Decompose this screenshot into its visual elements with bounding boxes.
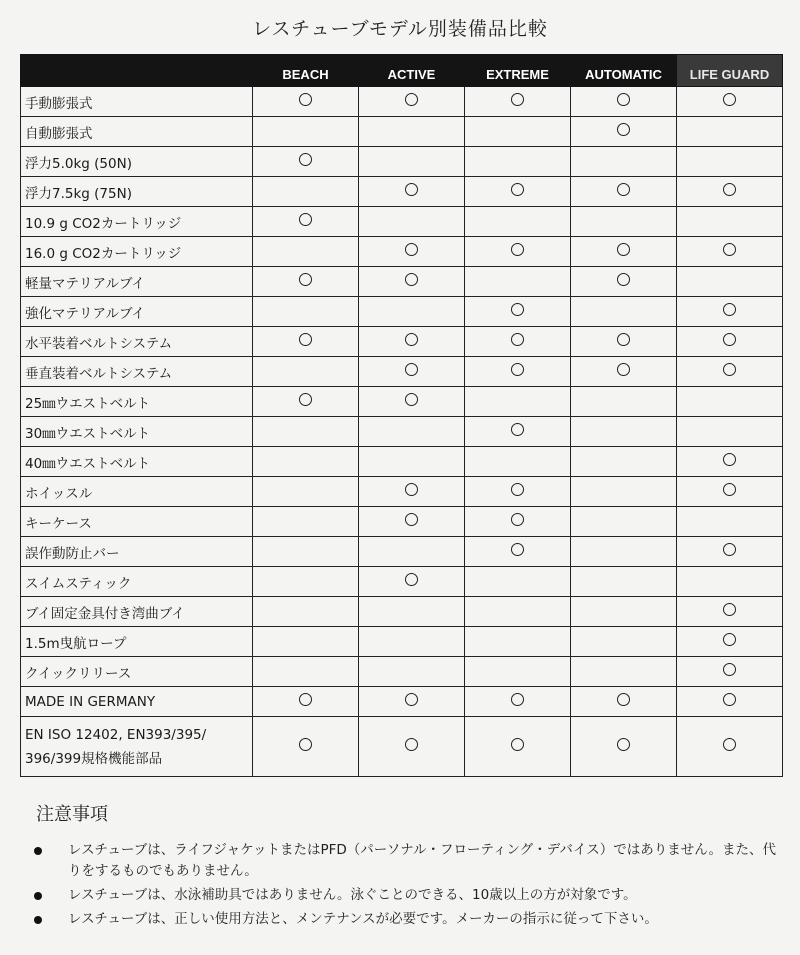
- note-item: [26, 909, 786, 930]
- cell-extreme: [465, 717, 571, 777]
- cell-extreme: [465, 177, 571, 207]
- cell-beach: [253, 627, 359, 657]
- cell-active: [359, 627, 465, 657]
- cell-active: [359, 417, 465, 447]
- cell-beach: [253, 177, 359, 207]
- table-row: [21, 537, 783, 567]
- cell-beach: [253, 717, 359, 777]
- circle-mark-icon: [405, 738, 418, 751]
- table-row: [21, 477, 783, 507]
- cell-beach: [253, 507, 359, 537]
- cell-automatic: [571, 627, 677, 657]
- cell-extreme: [465, 117, 571, 147]
- circle-mark-icon: [617, 243, 630, 256]
- cell-automatic: [571, 207, 677, 237]
- circle-mark-icon: [511, 183, 524, 196]
- table-row: [21, 447, 783, 477]
- circle-mark-icon: [723, 738, 736, 751]
- row-label: 誤作動防止バー: [21, 537, 253, 567]
- cell-beach: [253, 537, 359, 567]
- circle-mark-icon: [617, 273, 630, 286]
- cell-extreme: [465, 537, 571, 567]
- cell-active: [359, 357, 465, 387]
- circle-mark-icon: [299, 693, 312, 706]
- cell-life-guard: [677, 237, 783, 267]
- cell-active: [359, 537, 465, 567]
- cell-life-guard: [677, 267, 783, 297]
- circle-mark-icon: [723, 333, 736, 346]
- cell-beach: [253, 657, 359, 687]
- row-label: 水平装着ベルトシステム: [21, 327, 253, 357]
- cell-active: [359, 507, 465, 537]
- cell-beach: [253, 567, 359, 597]
- cell-beach: [253, 417, 359, 447]
- circle-mark-icon: [511, 423, 524, 436]
- circle-mark-icon: [405, 183, 418, 196]
- cell-active: [359, 657, 465, 687]
- circle-mark-icon: [405, 93, 418, 106]
- row-label: 10.9 g CO2カートリッジ: [21, 207, 253, 237]
- cell-extreme: [465, 207, 571, 237]
- cell-automatic: [571, 177, 677, 207]
- note-item: [26, 840, 786, 882]
- circle-mark-icon: [723, 303, 736, 316]
- row-label: ホイッスル: [21, 477, 253, 507]
- cell-automatic: [571, 357, 677, 387]
- circle-mark-icon: [723, 483, 736, 496]
- table-row: [21, 357, 783, 387]
- header-life-guard: LIFE GUARD: [677, 55, 783, 87]
- table-row: [21, 87, 783, 117]
- row-label: 垂直装着ベルトシステム: [21, 357, 253, 387]
- circle-mark-icon: [405, 333, 418, 346]
- circle-mark-icon: [405, 393, 418, 406]
- circle-mark-icon: [405, 573, 418, 586]
- cell-active: [359, 477, 465, 507]
- circle-mark-icon: [511, 483, 524, 496]
- row-label: 浮力7.5kg (75N): [21, 177, 253, 207]
- cell-beach: [253, 207, 359, 237]
- cell-extreme: [465, 597, 571, 627]
- cell-beach: [253, 117, 359, 147]
- row-label: スイムスティック: [21, 567, 253, 597]
- table-row: [21, 207, 783, 237]
- circle-mark-icon: [723, 603, 736, 616]
- circle-mark-icon: [617, 123, 630, 136]
- table-row: [21, 147, 783, 177]
- header-extreme: EXTREME: [465, 55, 571, 87]
- circle-mark-icon: [723, 363, 736, 376]
- cell-active: [359, 687, 465, 717]
- row-label: クイックリリース: [21, 657, 253, 687]
- row-label: 軽量マテリアルブイ: [21, 267, 253, 297]
- cell-active: [359, 147, 465, 177]
- header-active: ACTIVE: [359, 55, 465, 87]
- circle-mark-icon: [723, 663, 736, 676]
- circle-mark-icon: [723, 543, 736, 556]
- row-label: キーケース: [21, 507, 253, 537]
- cell-extreme: [465, 477, 571, 507]
- cell-active: [359, 237, 465, 267]
- circle-mark-icon: [405, 273, 418, 286]
- circle-mark-icon: [299, 213, 312, 226]
- cell-extreme: [465, 87, 571, 117]
- cell-extreme: [465, 567, 571, 597]
- cell-beach: [253, 687, 359, 717]
- comparison-table: [20, 54, 783, 777]
- cell-extreme: [465, 357, 571, 387]
- table-row: [21, 237, 783, 267]
- cell-automatic: [571, 387, 677, 417]
- circle-mark-icon: [617, 93, 630, 106]
- circle-mark-icon: [511, 543, 524, 556]
- circle-mark-icon: [617, 183, 630, 196]
- cell-automatic: [571, 447, 677, 477]
- cell-life-guard: [677, 327, 783, 357]
- cell-automatic: [571, 597, 677, 627]
- circle-mark-icon: [405, 693, 418, 706]
- circle-mark-icon: [511, 333, 524, 346]
- cell-automatic: [571, 477, 677, 507]
- cell-beach: [253, 237, 359, 267]
- cell-automatic: [571, 117, 677, 147]
- cell-life-guard: [677, 537, 783, 567]
- row-label: 自動膨張式: [21, 117, 253, 147]
- cell-life-guard: [677, 147, 783, 177]
- cell-active: [359, 597, 465, 627]
- circle-mark-icon: [617, 693, 630, 706]
- cell-life-guard: [677, 447, 783, 477]
- row-label: 16.0 g CO2カートリッジ: [21, 237, 253, 267]
- circle-mark-icon: [299, 93, 312, 106]
- circle-mark-icon: [405, 243, 418, 256]
- cell-automatic: [571, 717, 677, 777]
- bullet-icon: [34, 916, 42, 924]
- cell-life-guard: [677, 627, 783, 657]
- cell-life-guard: [677, 207, 783, 237]
- cell-beach: [253, 597, 359, 627]
- cell-beach: [253, 387, 359, 417]
- table-row: [21, 327, 783, 357]
- notes-section: [26, 800, 786, 930]
- row-label: MADE IN GERMANY: [21, 687, 253, 717]
- table-row: [21, 717, 783, 777]
- circle-mark-icon: [511, 363, 524, 376]
- table-row: [21, 507, 783, 537]
- cell-beach: [253, 357, 359, 387]
- cell-active: [359, 297, 465, 327]
- cell-beach: [253, 147, 359, 177]
- table-row: [21, 117, 783, 147]
- table-header-row: [21, 55, 783, 87]
- header-feature-column: [21, 55, 253, 87]
- table-row: [21, 297, 783, 327]
- cell-active: [359, 87, 465, 117]
- cell-life-guard: [677, 477, 783, 507]
- row-label: 強化マテリアルブイ: [21, 297, 253, 327]
- circle-mark-icon: [511, 693, 524, 706]
- circle-mark-icon: [405, 483, 418, 496]
- cell-beach: [253, 327, 359, 357]
- circle-mark-icon: [617, 333, 630, 346]
- circle-mark-icon: [511, 303, 524, 316]
- cell-automatic: [571, 267, 677, 297]
- cell-active: [359, 117, 465, 147]
- note-text: レスチューブは、ライフジャケットまたはPFD（パーソナル・フローティング・デバイス）ではありません。また、代りをするものでもありません。: [68, 842, 777, 879]
- cell-automatic: [571, 507, 677, 537]
- cell-beach: [253, 447, 359, 477]
- circle-mark-icon: [617, 738, 630, 751]
- cell-active: [359, 447, 465, 477]
- cell-active: [359, 327, 465, 357]
- circle-mark-icon: [723, 453, 736, 466]
- circle-mark-icon: [511, 93, 524, 106]
- cell-automatic: [571, 567, 677, 597]
- cell-life-guard: [677, 417, 783, 447]
- circle-mark-icon: [723, 183, 736, 196]
- cell-automatic: [571, 327, 677, 357]
- cell-life-guard: [677, 87, 783, 117]
- cell-life-guard: [677, 717, 783, 777]
- cell-automatic: [571, 297, 677, 327]
- row-label: 40㎜ウエストベルト: [21, 447, 253, 477]
- circle-mark-icon: [511, 243, 524, 256]
- note-item: [26, 885, 786, 906]
- cell-life-guard: [677, 567, 783, 597]
- header-automatic: AUTOMATIC: [571, 55, 677, 87]
- cell-automatic: [571, 87, 677, 117]
- cell-extreme: [465, 627, 571, 657]
- header-beach: BEACH: [253, 55, 359, 87]
- circle-mark-icon: [299, 333, 312, 346]
- circle-mark-icon: [617, 363, 630, 376]
- circle-mark-icon: [299, 153, 312, 166]
- cell-beach: [253, 477, 359, 507]
- cell-automatic: [571, 687, 677, 717]
- circle-mark-icon: [299, 393, 312, 406]
- row-label: 手動膨張式: [21, 87, 253, 117]
- cell-life-guard: [677, 507, 783, 537]
- table-row: [21, 627, 783, 657]
- row-label: 浮力5.0kg (50N): [21, 147, 253, 177]
- circle-mark-icon: [511, 513, 524, 526]
- circle-mark-icon: [405, 363, 418, 376]
- cell-automatic: [571, 237, 677, 267]
- cell-extreme: [465, 267, 571, 297]
- table-row: [21, 597, 783, 627]
- cell-automatic: [571, 537, 677, 567]
- cell-extreme: [465, 447, 571, 477]
- cell-active: [359, 207, 465, 237]
- row-label: EN ISO 12402, EN393/395/ 396/399規格機能部品: [21, 717, 253, 777]
- cell-extreme: [465, 507, 571, 537]
- row-label: 30㎜ウエストベルト: [21, 417, 253, 447]
- cell-extreme: [465, 327, 571, 357]
- circle-mark-icon: [723, 693, 736, 706]
- cell-extreme: [465, 417, 571, 447]
- cell-extreme: [465, 387, 571, 417]
- bullet-icon: [34, 847, 42, 855]
- row-label: 25㎜ウエストベルト: [21, 387, 253, 417]
- table-row: [21, 387, 783, 417]
- row-label: ブイ固定金具付き湾曲ブイ: [21, 597, 253, 627]
- circle-mark-icon: [299, 273, 312, 286]
- cell-life-guard: [677, 597, 783, 627]
- cell-active: [359, 267, 465, 297]
- cell-extreme: [465, 687, 571, 717]
- table-row: [21, 177, 783, 207]
- cell-automatic: [571, 417, 677, 447]
- cell-active: [359, 177, 465, 207]
- cell-active: [359, 567, 465, 597]
- cell-extreme: [465, 657, 571, 687]
- table-row: [21, 657, 783, 687]
- circle-mark-icon: [511, 738, 524, 751]
- cell-active: [359, 387, 465, 417]
- cell-beach: [253, 267, 359, 297]
- table-row: [21, 417, 783, 447]
- cell-extreme: [465, 297, 571, 327]
- circle-mark-icon: [723, 93, 736, 106]
- circle-mark-icon: [723, 633, 736, 646]
- cell-beach: [253, 297, 359, 327]
- cell-life-guard: [677, 687, 783, 717]
- cell-automatic: [571, 657, 677, 687]
- table-row: [21, 687, 783, 717]
- cell-life-guard: [677, 177, 783, 207]
- note-text: レスチューブは、水泳補助具ではありません。泳ぐことのできる、10歳以上の方が対象です。: [68, 887, 637, 903]
- circle-mark-icon: [405, 513, 418, 526]
- cell-life-guard: [677, 297, 783, 327]
- cell-life-guard: [677, 357, 783, 387]
- cell-active: [359, 717, 465, 777]
- cell-life-guard: [677, 387, 783, 417]
- note-text: レスチューブは、正しい使用方法と、メンテナンスが必要です。メーカーの指示に従って下さい。: [68, 911, 658, 927]
- cell-life-guard: [677, 117, 783, 147]
- circle-mark-icon: [723, 243, 736, 256]
- cell-beach: [253, 87, 359, 117]
- table-row: [21, 267, 783, 297]
- table-row: [21, 567, 783, 597]
- row-label: 1.5m曳航ロープ: [21, 627, 253, 657]
- circle-mark-icon: [299, 738, 312, 751]
- page-title: レスチューブモデル別装備品比較: [252, 18, 548, 40]
- cell-extreme: [465, 147, 571, 177]
- bullet-icon: [34, 892, 42, 900]
- notes-title: 注意事項: [36, 804, 108, 825]
- cell-automatic: [571, 147, 677, 177]
- cell-life-guard: [677, 657, 783, 687]
- cell-extreme: [465, 237, 571, 267]
